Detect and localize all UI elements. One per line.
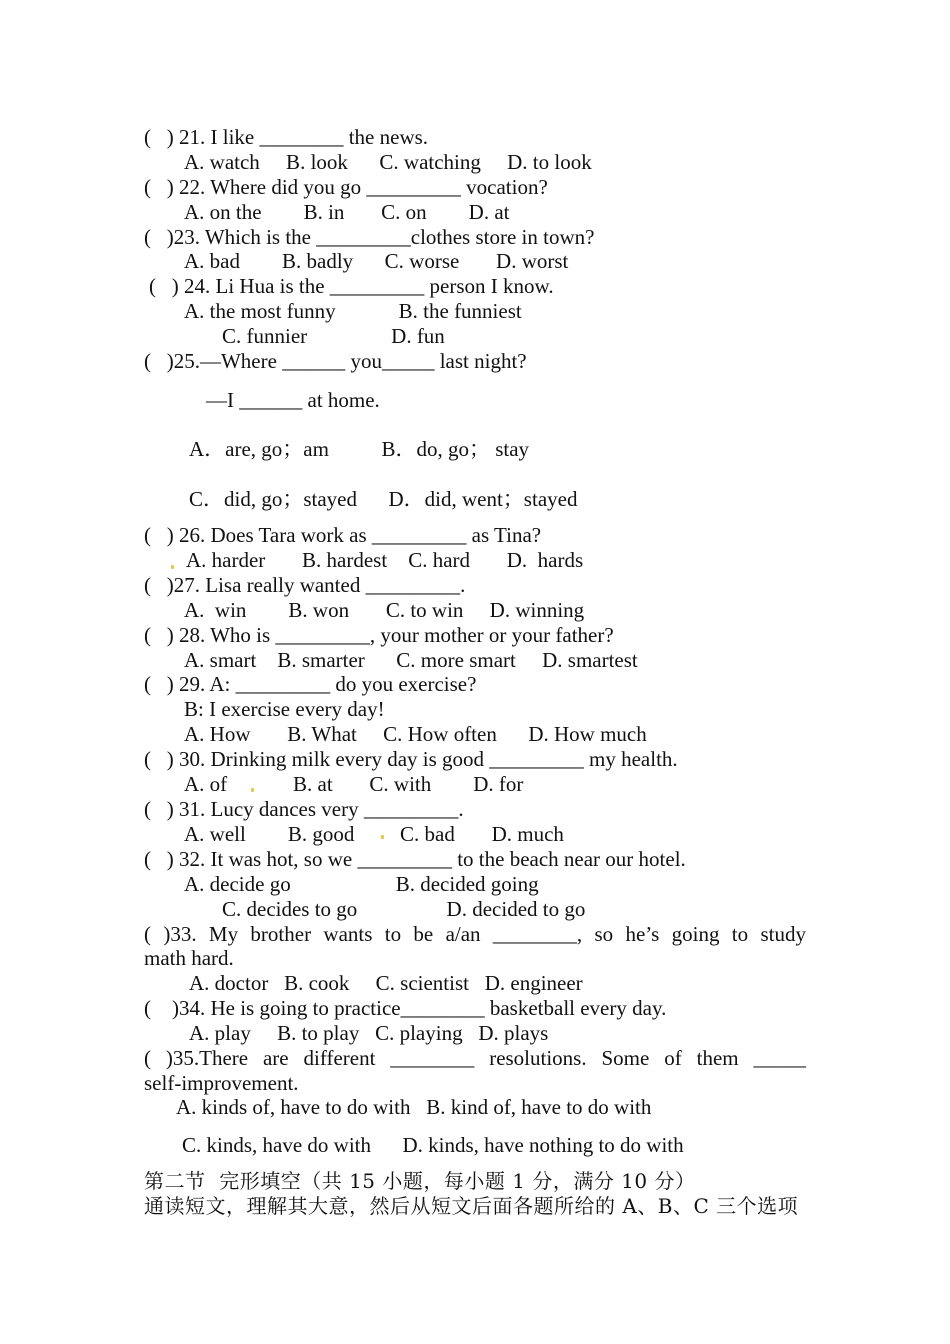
question-29-answer-line: B: I exercise every day! — [184, 697, 385, 721]
question-23: ( )23. Which is the _________clothes store in town? — [144, 225, 595, 249]
question-30-options-bcd: B. at C. with D. for — [293, 772, 524, 796]
question-22-options: A. on the B. in C. on D. at — [184, 200, 510, 224]
question-23-options: A. bad B. badly C. worse D. worst — [184, 249, 569, 273]
question-33-line-1: ( )33. My brother wants to be a/an ________, so he’s going to study — [144, 922, 806, 946]
question-21-options: A. watch B. look C. watching D. to look — [184, 150, 592, 174]
section-2-instructions: 通读短文，理解其大意，然后从短文后面各题所给的 A、B、C 三个选项 — [144, 1194, 799, 1218]
question-22: ( ) 22. Where did you go _________ vocation? — [144, 175, 548, 199]
question-29-options: A. How B. What C. How often D. How much — [184, 722, 647, 746]
question-31-options-cd: C. bad D. much — [400, 822, 564, 846]
question-21: ( ) 21. I like ________ the news. — [144, 125, 429, 149]
question-32: ( ) 32. It was hot, so we _________ to the beach near our hotel. — [144, 847, 686, 871]
question-25-answer-line: —I ______ at home. — [206, 388, 380, 412]
yellow-mark — [171, 565, 174, 569]
question-32-options-ab: A. decide go B. decided going — [184, 872, 539, 896]
question-28-options: A. smart B. smarter C. more smart D. smartest — [184, 648, 638, 672]
question-31-options-ab: A. well B. good — [184, 822, 355, 846]
yellow-mark — [381, 835, 384, 839]
question-27-options: A. win B. won C. to win D. winning — [184, 598, 585, 622]
question-32-options-cd: C. decides to go D. decided to go — [222, 897, 586, 921]
question-27: ( )27. Lisa really wanted _________. — [144, 573, 466, 597]
question-26: ( ) 26. Does Tara work as _________ as Tina? — [144, 523, 542, 547]
question-24-options-cd: C. funnier D. fun — [222, 324, 445, 348]
question-25-options-cd: C．did, go；stayed D．did, went；stayed — [189, 487, 578, 511]
question-24: ( ) 24. Li Hua is the _________ person I know. — [149, 274, 554, 298]
question-33-options: A. doctor B. cook C. scientist D. engineer — [189, 971, 583, 995]
question-33-line-2: math hard. — [144, 946, 234, 970]
question-35-options-cd: C. kinds, have do with D. kinds, have nothing to do with — [182, 1133, 684, 1157]
question-29: ( ) 29. A: _________ do you exercise? — [144, 672, 477, 696]
question-35-line-2: self-improvement. — [144, 1071, 299, 1095]
question-30-option-a: A. of — [184, 772, 228, 796]
question-30: ( ) 30. Drinking milk every day is good _________ my health. — [144, 747, 678, 771]
question-24-options-ab: A. the most funny B. the funniest — [184, 299, 522, 323]
question-35-options-ab: A. kinds of, have to do with B. kind of, have to do with — [176, 1095, 652, 1119]
question-35-line-1: ( )35.There are different ________ resolutions. Some of them _____ — [144, 1046, 806, 1070]
question-34: ( )34. He is going to practice________ basketball every day. — [144, 996, 667, 1020]
question-26-options: A. harder B. hardest C. hard D. hards — [186, 548, 584, 572]
question-28: ( ) 28. Who is _________, your mother or your father? — [144, 623, 614, 647]
question-34-options: A. play B. to play C. playing D. plays — [189, 1021, 549, 1045]
yellow-mark — [251, 788, 254, 792]
section-2-title: 第二节 完形填空（共 15 小题，每小题 1 分，满分 10 分） — [144, 1169, 696, 1193]
question-25-options-ab: A．are, go；am B．do, go； stay — [189, 437, 530, 461]
question-25: ( )25.—Where ______ you_____ last night? — [144, 349, 527, 373]
question-31: ( ) 31. Lucy dances very _________. — [144, 797, 464, 821]
